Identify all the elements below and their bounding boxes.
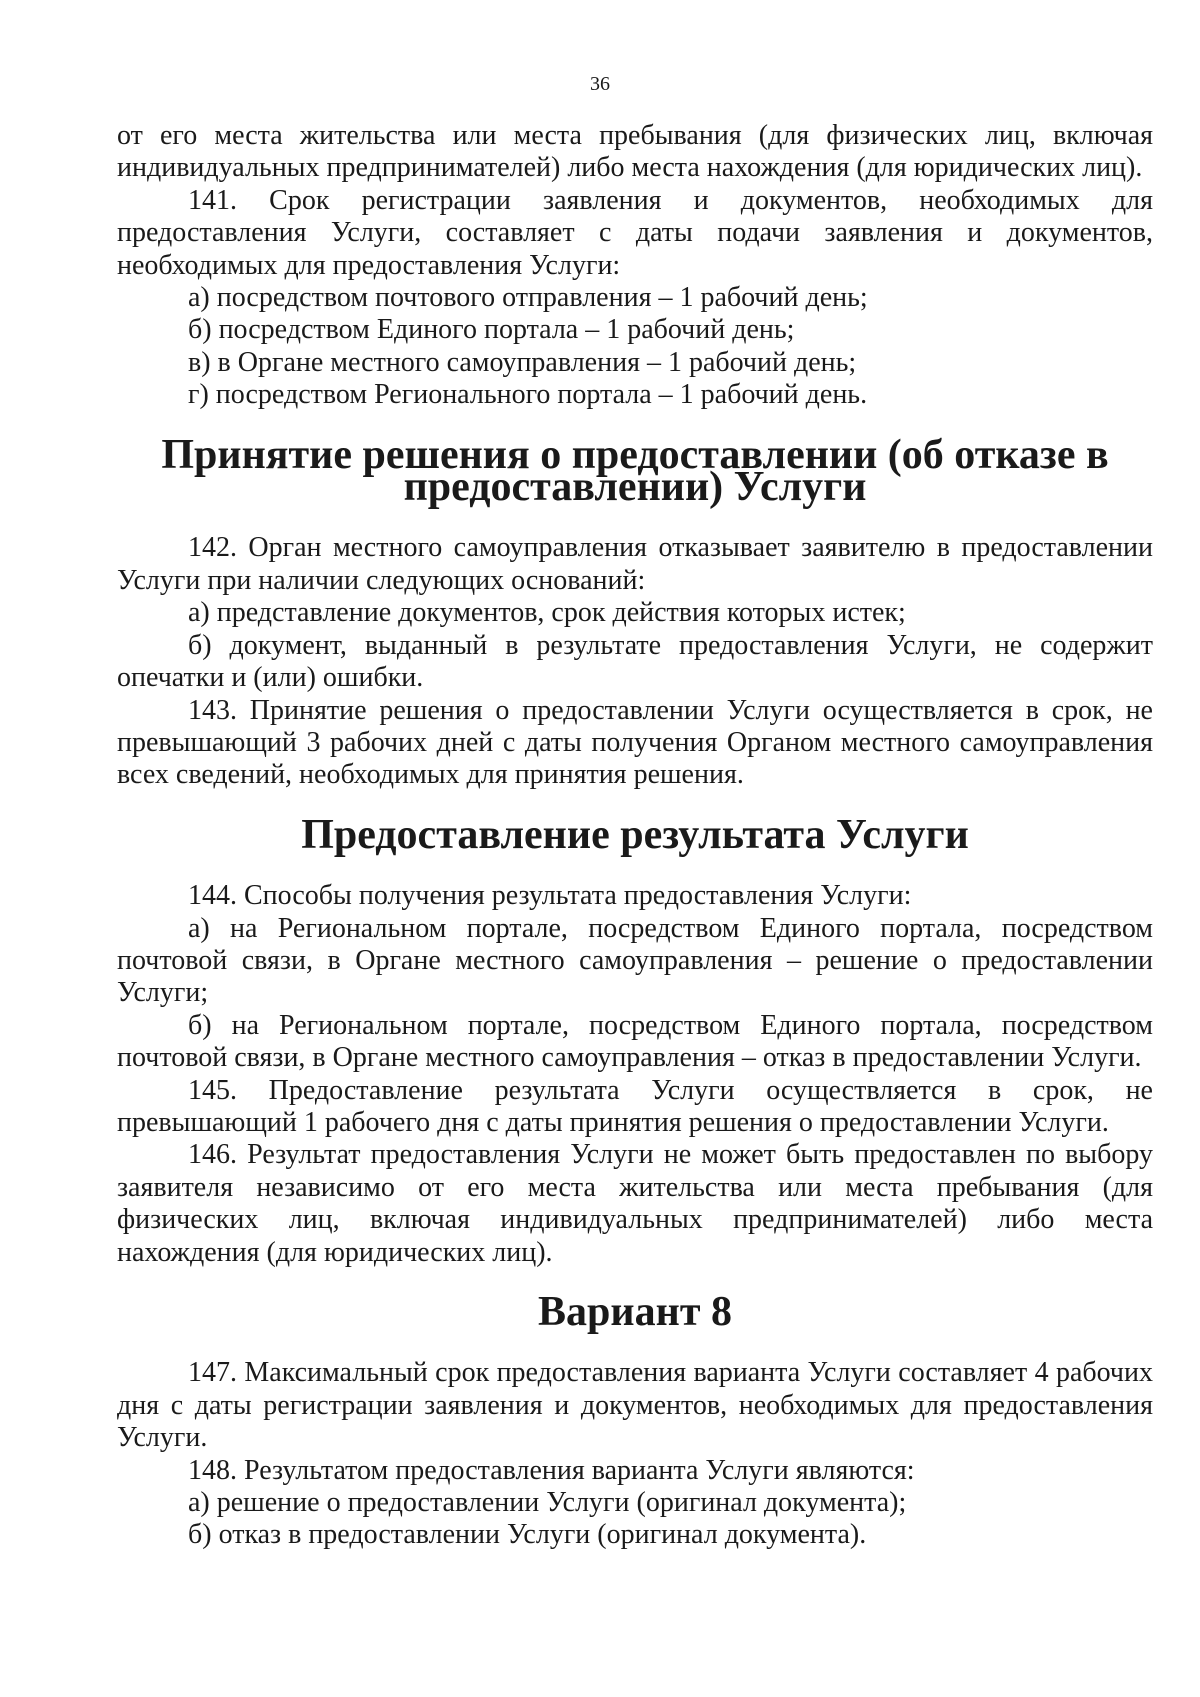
document-body <box>117 120 1153 1552</box>
list-item-142-b: б) документ, выданный в результате предоставления Услуги, не содержит опечатки и (или) ошибки. <box>117 629 1153 694</box>
list-item-144-b: б) на Региональном портале, посредством Единого портала, посредством почтовой связи, в Органе местного самоуправления – отказ в предоставлении Услуги. <box>117 1009 1153 1074</box>
list-item-148-a: а) решение о предоставлении Услуги (оригинал документа); <box>188 1487 907 1519</box>
list-item-141-g: г) посредством Регионального портала – 1 рабочий день. <box>188 379 868 411</box>
list-item-141-a: а) посредством почтового отправления – 1 рабочий день; <box>188 282 868 314</box>
list-item-148-b: б) отказ в предоставлении Услуги (оригинал документа). <box>188 1519 867 1551</box>
paragraph-142: 142. Орган местного самоуправления отказывает заявителю в предоставлении Услуги при наличии следующих оснований: <box>117 532 1153 596</box>
section-heading-result: Предоставление результата Услуги <box>301 811 969 858</box>
paragraph-148: 148. Результатом предоставления варианта Услуги являются: <box>188 1454 915 1486</box>
paragraph-143: 143. Принятие решения о предоставлении Услуги осуществляется в срок, не превышающий 3 рабочих дней с даты получения Органом местного самоуправления всех сведений, необходимых для принятия решения. <box>117 694 1153 791</box>
paragraph-145: 145. Предоставление результата Услуги осуществляется в срок, не превышающий 1 рабочего дня с даты принятия решения о предоставлении Услуги. <box>117 1074 1153 1138</box>
paragraph-141: 141. Срок регистрации заявления и документов, необходимых для предоставления Услуги, составляет с даты подачи заявления и документов, необходимых для предоставления Услуги: <box>117 184 1153 281</box>
section-heading-decision: Принятие решения о предоставлении (об отказе в предоставлении) Услуги <box>161 431 1109 511</box>
paragraph-continuation: от его места жительства или места пребывания (для физических лиц, включая индивидуальных предпринимателей) либо места нахождения (для юридических лиц). <box>117 120 1153 184</box>
section-heading-variant-8: Вариант 8 <box>538 1289 732 1335</box>
paragraph-146: 146. Результат предоставления Услуги не может быть предоставлен по выбору заявителя независимо от его места жительства или места пребывания (для физических лиц, включая индивидуальных предпринимателей) либо места нахождения (для юридических лиц). <box>117 1139 1153 1268</box>
list-item-142-a: а) представление документов, срок действия которых истек; <box>188 597 906 629</box>
paragraph-147: 147. Максимальный срок предоставления варианта Услуги составляет 4 рабочих дня с даты регистрации заявления и документов, необходимых для предоставления Услуги. <box>117 1357 1153 1454</box>
page-number: 36 <box>590 73 610 95</box>
list-item-141-b: б) посредством Единого портала – 1 рабочий день; <box>188 314 795 346</box>
list-item-141-v: в) в Органе местного самоуправления – 1 рабочий день; <box>188 346 857 378</box>
list-item-144-a: а) на Региональном портале, посредством Единого портала, посредством почтовой связи, в Органе местного самоуправления – решение о предоставлении Услуги; <box>117 912 1153 1009</box>
paragraph-144: 144. Способы получения результата предоставления Услуги: <box>188 880 912 912</box>
